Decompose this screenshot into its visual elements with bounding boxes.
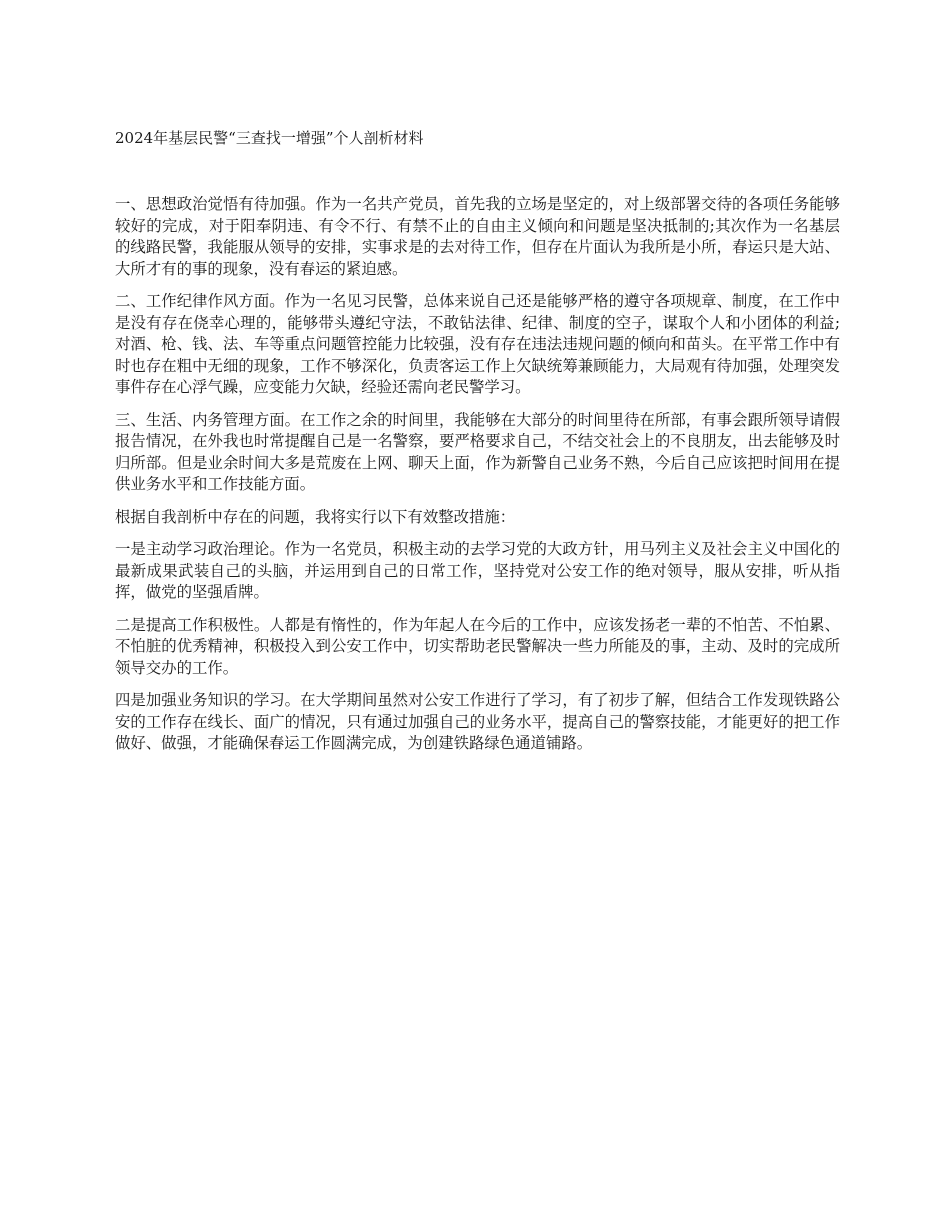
paragraph-daily-life: 三、生活、内务管理方面。在工作之余的时间里，我能够在大部分的时间里待在所部，有事会跟所领导请假报告情况，在外我也时常提醒自己是一名警察，要严格要求自己，不结交社会上的不良朋友，出去能够及时归所部。但是业余时间大多是荒废在上网、聊天上面，作为新警自己业务不熟，今后自己应该把时间用在提供业务水平和工作技能方面。 [115, 410, 840, 493]
document-title: 2024年基层民警“三查找一增强”个人剖析材料 [115, 129, 424, 147]
document-body [115, 194, 840, 766]
paragraph-measures-intro: 根据自我剖析中存在的问题，我将实行以下有效整改措施： [115, 507, 516, 526]
paragraph-ideology: 一、思想政治觉悟有待加强。作为一名共产党员，首先我的立场是坚定的，对上级部署交待的各项任务能够较好的完成，对于阳奉阴违、有令不行、有禁不止的自由主义倾向和问题是坚决抵制的;其次作为一名基层的线路民警，我能服从领导的安排，实事求是的去对待工作，但存在片面认为我所是小所，春运只是大站、大所才有的事的现象，没有春运的紧迫感。 [115, 195, 840, 278]
paragraph-discipline: 二、工作纪律作风方面。作为一名见习民警，总体来说自己还是能够严格的遵守各项规章、制度，在工作中是没有存在侥幸心理的，能够带头遵纪守法，不敢钻法律、纪律、制度的空子，谋取个人和小团体的利益;对酒、枪、钱、法、车等重点问题管控能力比较强，没有存在违法违规问题的倾向和苗头。在平常工作中有时也存在粗中无细的现象，工作不够深化，负责客运工作上欠缺统筹兼顾能力，大局观有待加强，处理突发事件存在心浮气躁，应变能力欠缺，经验还需向老民警学习。 [115, 292, 840, 396]
paragraph-measure-enthusiasm: 二是提高工作积极性。人都是有惰性的，作为年起人在今后的工作中，应该发扬老一辈的不怕苦、不怕累、不怕脏的优秀精神，积极投入到公安工作中，切实帮助老民警解决一些力所能及的事，主动、及时的完成所领导交办的工作。 [115, 615, 840, 677]
paragraph-measure-skills: 四是加强业务知识的学习。在大学期间虽然对公安工作进行了学习，有了初步了解，但结合工作发现铁路公安的工作存在线长、面广的情况，只有通过加强自己的业务水平，提高自己的警察技能，才能更好的把工作做好、做强，才能确保春运工作圆满完成，为创建铁路绿色通道铺路。 [115, 691, 840, 752]
paragraph-measure-theory: 一是主动学习政治理论。作为一名党员，积极主动的去学习党的大政方针，用马列主义及社会主义中国化的最新成果武装自己的头脑，并运用到自己的日常工作，坚持党对公安工作的绝对领导，服从安排，听从指挥，做党的坚强盾牌。 [115, 540, 840, 601]
